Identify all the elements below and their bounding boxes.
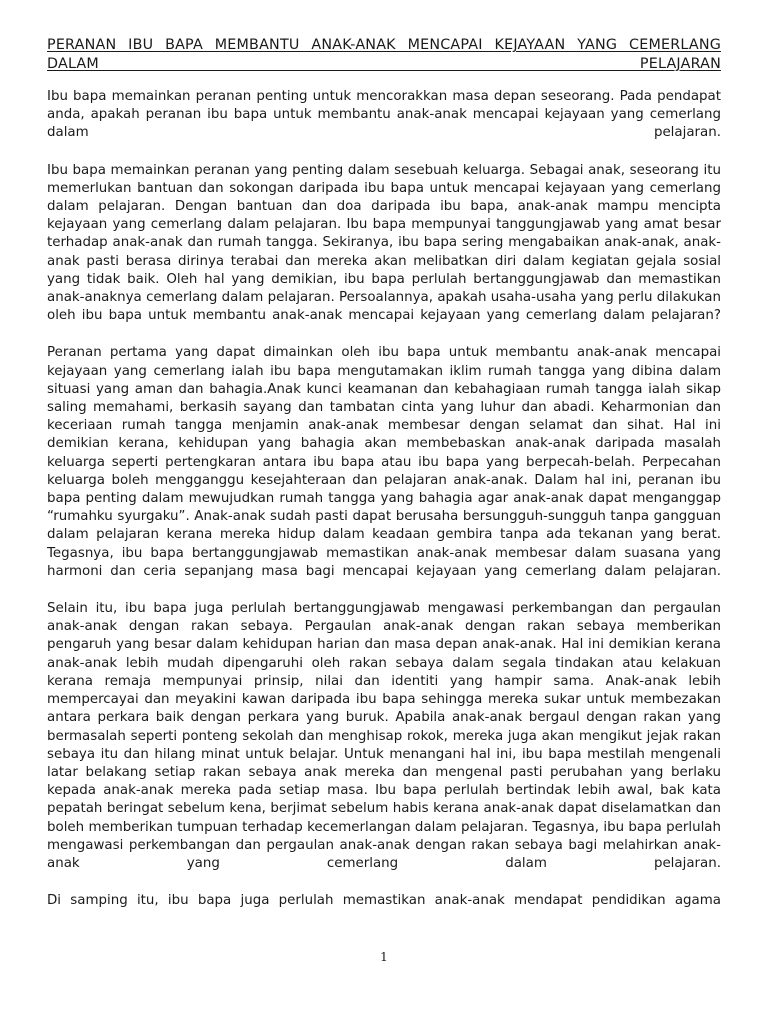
page-number: 1 <box>380 950 388 964</box>
paragraph-third-point: Di samping itu, ibu bapa juga perlulah memastikan anak-anak mendapat pendidikan agama <box>47 893 721 909</box>
paragraph-first-point: Peranan pertama yang dapat dimainkan oleh ibu bapa untuk membantu anak-anak mencapai kejayaan yang cemerlang ialah ibu bapa mengutamakan iklim rumah tangga yang dibina dalam situasi yang aman dan bahagia.Anak kunci keamanan dan kebahagiaan rumah tangga ialah sikap saling memahami, berkasih sayang dan tambatan cinta yang luhur dan abadi. Keharmonian dan keceriaan rumah tangga menjamin anak-anak membesar dengan selamat dan sihat. Hal ini demikian kerana, kehidupan yang bahagia akan membebaskan anak-anak daripada masalah keluarga seperti pertengkaran antara ibu bapa atau ibu bapa yang berpecah-belah. Perpecahan keluarga boleh mengganggu kesejahteraan dan pelajaran anak-anak. Dalam hal ini, peranan ibu bapa penting dalam mewujudkan rumah tangga yang bahagia agar anak-anak dapat menganggap “rumahku syurgaku”. Anak-anak sudah pasti dapat berusaha bersungguh-sungguh tanpa gangguan dalam pelajaran kerana mereka hidup dalam keadaan gembira tanpa ada tekanan yang berat. Tegasnya, ibu bapa bertanggungjawab memastikan anak-anak membesar dalam suasana yang harmoni dan ceria sepanjang masa bagi mencapai kejayaan yang cemerlang dalam pelajaran. <box>47 345 721 579</box>
document-page <box>47 36 721 910</box>
document-title: PERANAN IBU BAPA MEMBANTU ANAK-ANAK MENCAPAI KEJAYAAN YANG CEMERLANG DALAM PELAJARAN <box>47 37 721 72</box>
paragraph-intro: Ibu bapa memainkan peranan penting untuk mencorakkan masa depan seseorang. Pada pendapat anda, apakah peranan ibu bapa untuk membantu anak-anak mencapai kejayaan yang cemerlang dalam pelajaran. <box>47 89 721 141</box>
paragraph-second-point: Selain itu, ibu bapa juga perlulah bertanggungjawab mengawasi perkembangan dan pergaulan anak-anak dengan rakan sebaya. Pergaulan anak-anak dengan rakan sebaya memberikan pengaruh yang besar dalam kehidupan harian dan masa depan anak-anak. Hal ini demikian kerana anak-anak lebih mudah dipengaruhi oleh rakan sebaya dalam segala tindakan atau kelakuan kerana remaja mempunyai prinsip, nilai dan identiti yang hampir sama. Anak-anak lebih mempercayai dan meyakini kawan daripada ibu bapa sehingga mereka sukar untuk membezakan antara perkara baik dengan perkara yang buruk. Apabila anak-anak bergaul dengan rakan yang bermasalah seperti ponteng sekolah dan menghisap rokok, mereka juga akan mengikut jejak rakan sebaya itu dan hilang minat untuk belajar. Untuk menangani hal ini, ibu bapa mestilah mengenali latar belakang setiap rakan sebaya anak mereka dan mengenal pasti perubahan yang berlaku kepada anak-anak mereka pada setiap masa. Ibu bapa perlulah bertindak lebih awal, bak kata pepatah beringat sebelum kena, berjimat sebelum habis kerana anak-anak dapat diselamatkan dan boleh memberikan tumpuan terhadap kecemerlangan dalam pelajaran. Tegasnya, ibu bapa perlulah mengawasi perkembangan dan pergaulan anak-anak dengan rakan sebaya bagi melahirkan anak-anak yang cemerlang dalam pelajaran. <box>47 601 721 871</box>
paragraph-introduction-body: Ibu bapa memainkan peranan yang penting dalam sesebuah keluarga. Sebagai anak, seseorang itu memerlukan bantuan dan sokongan daripada ibu bapa untuk mencapai kejayaan yang cemerlang dalam pelajaran. Dengan bantuan dan doa daripada ibu bapa, anak-anak mampu mencipta kejayaan yang cemerlang dalam pelajaran. Ibu bapa mempunyai tanggungjawab yang amat besar terhadap anak-anak dan rumah tangga. Sekiranya, ibu bapa sering mengabaikan anak-anak, anak-anak pasti berasa dirinya terabai dan mereka akan melibatkan diri dalam kegiatan gejala sosial yang tidak baik. Oleh hal yang demikian, ibu bapa perlulah bertanggungjawab dan memastikan anak-anaknya cemerlang dalam pelajaran. Persoalannya, apakah usaha-usaha yang perlu dilakukan oleh ibu bapa untuk membantu anak-anak mencapai kejayaan yang cemerlang dalam pelajaran? <box>47 162 721 324</box>
